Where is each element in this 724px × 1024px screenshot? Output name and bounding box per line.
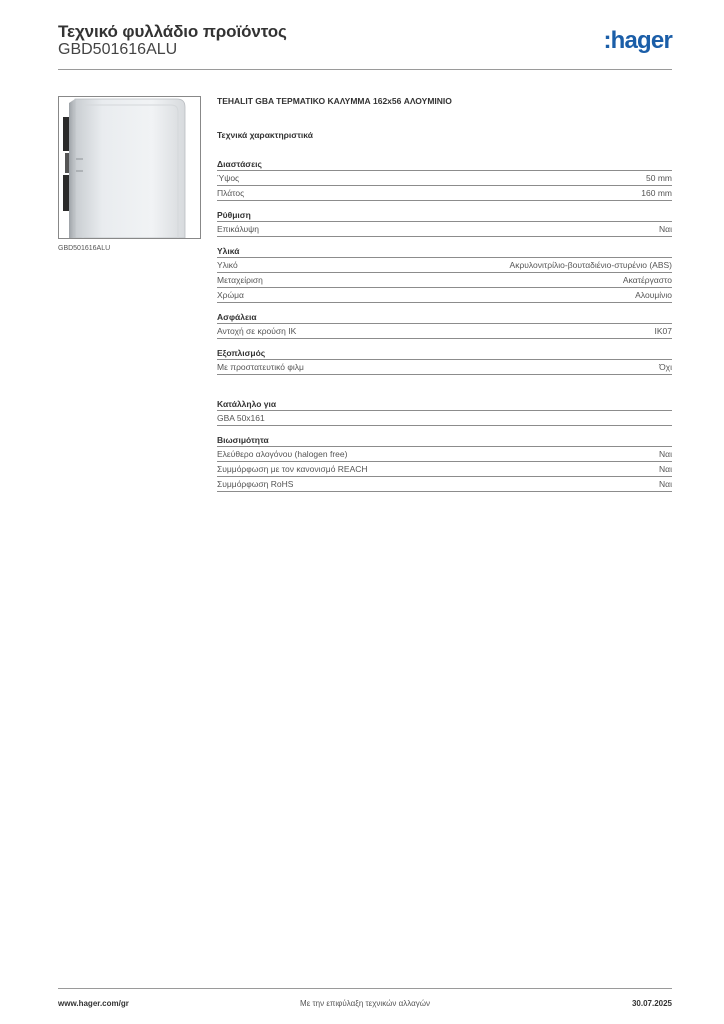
spec-value: 50 mm	[646, 173, 672, 183]
spec-value: Ναι	[659, 464, 672, 474]
spec-label: Συμμόρφωση RoHS	[217, 479, 294, 489]
spec-row	[217, 186, 672, 201]
spec-value: Όχι	[659, 362, 672, 372]
spec-row	[217, 222, 672, 237]
spec-row	[217, 273, 672, 288]
section-title: Βιωσιμότητα	[217, 434, 672, 447]
spec-value: Ναι	[659, 449, 672, 459]
spec-row	[217, 288, 672, 303]
spec-value: Ακατέργαστο	[622, 275, 672, 285]
disclaimer-note: Με την επιφύλαξη τεχνικών αλλαγών	[300, 999, 430, 1008]
spec-row	[217, 462, 672, 477]
section-materials	[217, 245, 672, 303]
spec-row	[217, 258, 672, 273]
spec-row	[217, 447, 672, 462]
spec-row	[217, 411, 672, 426]
spec-row	[217, 477, 672, 492]
spec-value: 160 mm	[641, 188, 672, 198]
spec-label: Με προστατευτικό φιλμ	[217, 362, 304, 372]
spec-row	[217, 360, 672, 375]
spec-label: Χρώμα	[217, 290, 244, 300]
section-dimensions	[217, 158, 672, 201]
spec-label: Πλάτος	[217, 188, 245, 198]
section-title: Κατάλληλο για	[217, 398, 672, 411]
spec-label: Συμμόρφωση με τον κανονισμό REACH	[217, 464, 368, 474]
spec-row	[217, 171, 672, 186]
section-title: Ρύθμιση	[217, 209, 672, 222]
website-link[interactable]: www.hager.com/gr	[58, 999, 129, 1008]
section-safety	[217, 311, 672, 339]
end-cap-illustration	[59, 97, 200, 238]
spec-label: Ύψος	[217, 173, 240, 183]
tech-heading: Τεχνικά χαρακτηριστικά	[217, 130, 313, 140]
spec-label: Επικάλυψη	[217, 224, 259, 234]
spec-label: Μεταχείριση	[217, 275, 263, 285]
product-image	[58, 96, 201, 239]
hager-logo: :hager	[603, 27, 672, 54]
page-header	[58, 22, 672, 70]
page-footer	[58, 988, 672, 1012]
document-date: 30.07.2025	[631, 999, 672, 1008]
image-caption: GBD501616ALU	[58, 245, 111, 252]
section-sustainability	[217, 434, 672, 492]
spec-value: Ακρυλονιτρίλιο-βουταδιένιο-στυρένιο (ABS)	[509, 260, 672, 270]
spec-label: GBA 50x161	[217, 413, 265, 423]
spec-value: IK07	[654, 326, 672, 336]
spec-label: Ελεύθερο αλογόνου (halogen free)	[217, 449, 348, 459]
spec-value: Αλουμίνιο	[635, 290, 672, 300]
product-name: TEHALIT GBA ΤΕΡΜΑΤΙΚΟ ΚΑΛΥΜΜΑ 162x56 ΑΛΟΥΜΙΝΙΟ	[217, 96, 452, 106]
section-title: Εξοπλισμός	[217, 347, 672, 360]
section-title: Υλικά	[217, 245, 672, 258]
section-title: Διαστάσεις	[217, 158, 672, 171]
spec-value: Ναι	[659, 479, 672, 489]
spec-row	[217, 324, 672, 339]
section-title: Ασφάλεια	[217, 311, 672, 324]
product-code-title: GBD501616ALU	[58, 41, 178, 58]
document-title: Τεχνικό φυλλάδιο προϊόντος	[58, 22, 287, 41]
spec-value: Ναι	[659, 224, 672, 234]
section-suitable-for	[217, 398, 672, 426]
specifications	[217, 96, 672, 500]
section-setting	[217, 209, 672, 237]
spec-label: Υλικό	[217, 260, 238, 270]
spec-label: Αντοχή σε κρούση IK	[217, 326, 297, 336]
section-equipment	[217, 347, 672, 375]
